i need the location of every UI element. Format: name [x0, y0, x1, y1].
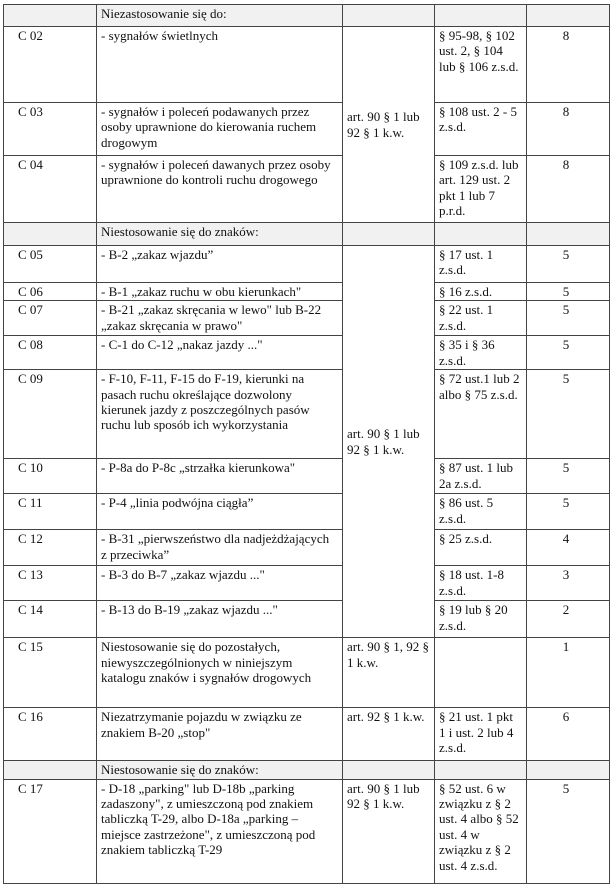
code-cell: C 17: [4, 779, 97, 883]
basis-cell: § 35 i § 36 z.s.d.: [435, 336, 527, 370]
description-cell: - sygnałów i poleceń podawanych przez osoby uprawnione do kierowania ruchem drogowym: [97, 103, 343, 156]
description-cell: - B-21 „zakaz skręcania w lewo" lub B-22 „zakaz skręcania w prawo": [97, 301, 343, 336]
article-cell: art. 90 § 1 lub 92 § 1 k.w.: [343, 779, 435, 883]
article-cell: [343, 5, 435, 27]
table-row: [4, 459, 610, 494]
basis-cell: § 18 ust. 1-8 z.s.d.: [435, 566, 527, 601]
violations-table: [3, 4, 610, 884]
code-cell: C 11: [4, 494, 97, 530]
points-cell: 1: [527, 638, 610, 708]
code-cell: C 13: [4, 566, 97, 601]
article-cell: [343, 761, 435, 779]
basis-cell: § 16 z.s.d.: [435, 283, 527, 301]
table-row: [4, 283, 610, 301]
basis-cell: § 52 ust. 6 w związku z § 2 ust. 4 albo § 52 ust. 4 w związku z § 2 ust. 4 z.s.d.: [435, 779, 527, 883]
article-cell: [343, 223, 435, 246]
points-cell: 5: [527, 779, 610, 883]
points-cell: 5: [527, 494, 610, 530]
basis-cell: § 95-98, § 102 ust. 2, § 104 lub § 106 z.s.d.: [435, 27, 527, 103]
basis-cell: § 87 ust. 1 lub 2a z.s.d.: [435, 459, 527, 494]
code-cell: C 05: [4, 246, 97, 283]
description-cell: - sygnałów i poleceń dawanych przez osoby uprawnione do kontroli ruchu drogowego: [97, 156, 343, 223]
basis-cell: § 72 ust.1 lub 2 albo § 75 z.s.d.: [435, 370, 527, 459]
points-cell: 5: [527, 301, 610, 336]
code-cell: C 07: [4, 301, 97, 336]
points-cell: 8: [527, 103, 610, 156]
code-cell: [4, 5, 97, 27]
article-cell: art. 90 § 1 lub 92 § 1 k.w.: [343, 27, 435, 223]
table-row: [4, 336, 610, 370]
code-cell: C 06: [4, 283, 97, 301]
table-row: [4, 301, 610, 336]
points-cell: 5: [527, 370, 610, 459]
basis-cell: [435, 223, 527, 246]
description-cell: Niestosowanie się do znaków:: [97, 223, 343, 246]
description-cell: - F-10, F-11, F-15 do F-19, kierunki na pasach ruchu określające dozwolony kierunek jazdy z poszczególnych pasów ruchu lub sposób ich wykorzystania: [97, 370, 343, 459]
points-cell: 5: [527, 336, 610, 370]
basis-cell: § 22 ust. 1 z.s.d.: [435, 301, 527, 336]
code-cell: [4, 223, 97, 246]
points-cell: 5: [527, 246, 610, 283]
table-row: [4, 103, 610, 156]
code-cell: C 10: [4, 459, 97, 494]
points-cell: 8: [527, 156, 610, 223]
description-cell: - B-13 do B-19 „zakaz wjazdu ...": [97, 601, 343, 638]
basis-cell: [435, 638, 527, 708]
description-cell: - sygnałów świetlnych: [97, 27, 343, 103]
points-cell: 3: [527, 566, 610, 601]
description-cell: - B-3 do B-7 „zakaz wjazdu ...": [97, 566, 343, 601]
table-row: [4, 156, 610, 223]
basis-cell: § 108 ust. 2 - 5 z.s.d.: [435, 103, 527, 156]
points-cell: 5: [527, 283, 610, 301]
description-cell: - B-1 „zakaz ruchu w obu kierunkach": [97, 283, 343, 301]
code-cell: C 08: [4, 336, 97, 370]
table-row: [4, 638, 610, 708]
points-cell: 8: [527, 27, 610, 103]
table-row: [4, 370, 610, 459]
code-cell: [4, 761, 97, 779]
table-row: [4, 530, 610, 566]
description-cell: - C-1 do C-12 „nakaz jazdy ...": [97, 336, 343, 370]
article-cell: art. 90 § 1, 92 § 1 k.w.: [343, 638, 435, 708]
basis-cell: [435, 761, 527, 779]
description-cell: Niestosowanie się do znaków:: [97, 761, 343, 779]
table-row: [4, 494, 610, 530]
code-cell: C 03: [4, 103, 97, 156]
code-cell: C 12: [4, 530, 97, 566]
points-cell: [527, 223, 610, 246]
description-cell: - D-18 „parking" lub D-18b „parking zadaszony", z umieszczoną pod znakiem tabliczką T-29, albo D-18a „parking – miejsce zastrzeżone", z umieszczoną pod znakiem tabliczką T-29: [97, 779, 343, 883]
table-row: [4, 708, 610, 761]
table-row: [4, 601, 610, 638]
code-cell: C 16: [4, 708, 97, 761]
basis-cell: § 19 lub § 20 z.s.d.: [435, 601, 527, 638]
table-row: [4, 246, 610, 283]
code-cell: C 15: [4, 638, 97, 708]
points-cell: 2: [527, 601, 610, 638]
table-row: [4, 5, 610, 27]
description-cell: - P-8a do P-8c „strzałka kierunkowa": [97, 459, 343, 494]
description-cell: - P-4 „linia podwójna ciągła”: [97, 494, 343, 530]
points-cell: 6: [527, 708, 610, 761]
description-cell: - B-2 „zakaz wjazdu”: [97, 246, 343, 283]
points-cell: 5: [527, 459, 610, 494]
basis-cell: § 17 ust. 1 z.s.d.: [435, 246, 527, 283]
article-cell: art. 92 § 1 k.w.: [343, 708, 435, 761]
table-row: [4, 779, 610, 883]
basis-cell: § 21 ust. 1 pkt 1 i ust. 2 lub 4 z.s.d.: [435, 708, 527, 761]
basis-cell: § 109 z.s.d. lub art. 129 ust. 2 pkt 1 lub 7 p.r.d.: [435, 156, 527, 223]
points-cell: 4: [527, 530, 610, 566]
code-cell: C 04: [4, 156, 97, 223]
basis-cell: § 86 ust. 5 z.s.d.: [435, 494, 527, 530]
code-cell: C 09: [4, 370, 97, 459]
article-cell: art. 90 § 1 lub 92 § 1 k.w.: [343, 246, 435, 638]
description-cell: - B-31 „pierwszeństwo dla nadjeżdżających z przeciwka”: [97, 530, 343, 566]
table-row: [4, 27, 610, 103]
description-cell: Niezatrzymanie pojazdu w związku ze znakiem B-20 „stop": [97, 708, 343, 761]
description-cell: Niezastosowanie się do:: [97, 5, 343, 27]
table-row: [4, 566, 610, 601]
code-cell: C 14: [4, 601, 97, 638]
basis-cell: § 25 z.s.d.: [435, 530, 527, 566]
points-cell: [527, 761, 610, 779]
table-row: [4, 761, 610, 779]
points-cell: [527, 5, 610, 27]
description-cell: Niestosowanie się do pozostałych, niewyszczególnionych w niniejszym katalogu znaków i sygnałów drogowych: [97, 638, 343, 708]
code-cell: C 02: [4, 27, 97, 103]
table-row: [4, 223, 610, 246]
basis-cell: [435, 5, 527, 27]
